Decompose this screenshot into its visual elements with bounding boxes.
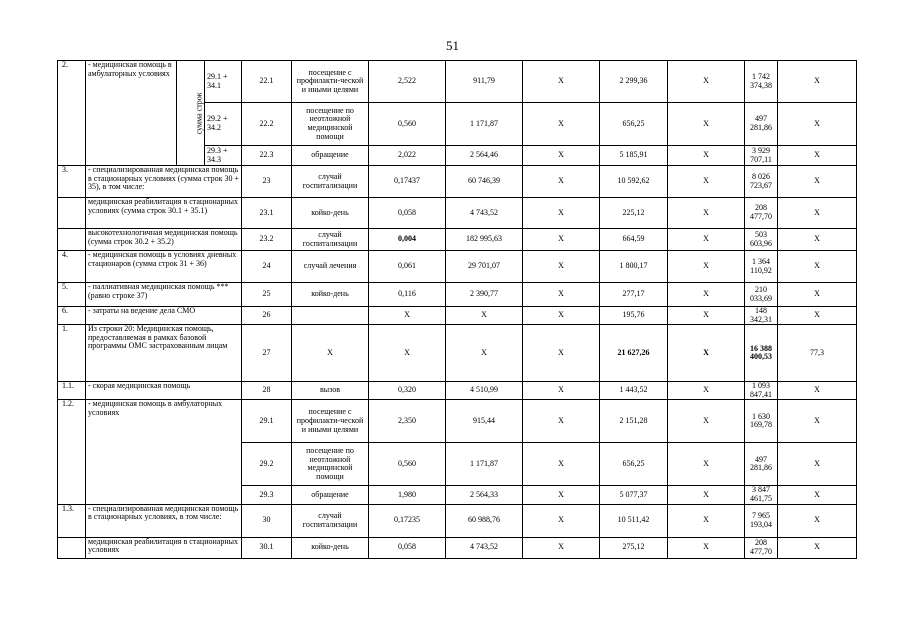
row-code: 29.1 [242,400,292,443]
cell-c6: 8 026 723,67 [745,166,778,198]
cell-c5: X [668,325,745,382]
cell-c6: 497 281,86 [745,103,778,146]
cell-c4: 656,25 [600,443,668,486]
sum-label: сумма строк [194,92,204,134]
row-code: 22.2 [242,103,292,146]
cell-c7: X [778,166,857,198]
row-name: - специализированная медицинская помощь в стационарных условиях (сумма строк 30 + 35), в том числе: [86,166,242,198]
row-name: - затраты на ведение дела СМО [86,307,242,325]
cell-c5: X [668,229,745,251]
row-number: 5. [58,283,86,307]
table-row [58,504,857,537]
cell-c7: X [778,103,857,146]
cell-c6: 1 093 847,41 [745,382,778,400]
table-row [58,537,857,558]
table-row [58,307,857,325]
cell-c7: X [778,443,857,486]
row-unit: случай госпитализации [292,166,369,198]
cell-c7: X [778,307,857,325]
cell-c6: 7 965 193,04 [745,504,778,537]
row-code: 22.3 [242,146,292,166]
row-unit: посещение по неотложной медицинской помощи [292,443,369,486]
row-unit: посещение с профилакти-ческой и иными целями [292,61,369,103]
cell-c2: X [446,307,523,325]
row-unit: случай госпитализации [292,229,369,251]
cell-c3: X [523,382,600,400]
cell-c2: 182 995,63 [446,229,523,251]
cell-c1: X [369,325,446,382]
cell-c7: X [778,146,857,166]
financing-table [57,60,857,559]
cell-c3: X [523,537,600,558]
cell-c5: X [668,61,745,103]
cell-c3: X [523,486,600,504]
cell-c1: 0,560 [369,103,446,146]
cell-c3: X [523,400,600,443]
cell-c2: 2 390,77 [446,283,523,307]
row-code: 28 [242,382,292,400]
cell-c4: 1 443,52 [600,382,668,400]
cell-c7: 77,3 [778,325,857,382]
row-name: Из строки 20: Медицинская помощь, предоставляемая в рамках базовой программы ОМС застрахованным лицам [86,325,242,382]
cell-c6: 1 364 110,92 [745,251,778,283]
cell-c3: X [523,229,600,251]
cell-c1: 0,116 [369,283,446,307]
row-number: 1.2. [58,400,86,504]
cell-c1: 2,522 [369,61,446,103]
cell-c2: 1 171,87 [446,103,523,146]
cell-c3: X [523,307,600,325]
cell-c6: 210 033,69 [745,283,778,307]
sum-label-cell [177,61,205,166]
cell-c2: 2 564,33 [446,486,523,504]
cell-c2: X [446,325,523,382]
cell-c2: 60 746,39 [446,166,523,198]
cell-c2: 4 510,99 [446,382,523,400]
row-number: 3. [58,166,86,198]
cell-c4: 275,12 [600,537,668,558]
row-code: 30 [242,504,292,537]
row-unit: случай госпитализации [292,504,369,537]
row-unit: койко-день [292,283,369,307]
cell-c1: 0,058 [369,537,446,558]
row-code: 27 [242,325,292,382]
cell-c6: 497 281,86 [745,443,778,486]
row-number: 2. [58,61,86,166]
cell-c4: 10 592,62 [600,166,668,198]
row-name: - специализированная медицинская помощь в стационарных условиях, в том числе: [86,504,242,537]
cell-c7: X [778,486,857,504]
row-unit: посещение по неотложной медицинской помощи [292,103,369,146]
row-ref: 29.2 + 34.2 [205,103,242,146]
cell-c7: X [778,198,857,229]
cell-c1: 0,061 [369,251,446,283]
cell-c3: X [523,198,600,229]
cell-c3: X [523,251,600,283]
cell-c2: 29 701,07 [446,251,523,283]
row-unit [292,307,369,325]
cell-c1: 0,004 [369,229,446,251]
cell-c7: X [778,400,857,443]
cell-c6: 208 477,70 [745,537,778,558]
cell-c4: 5 185,91 [600,146,668,166]
cell-c4: 277,17 [600,283,668,307]
cell-c6: 1 742 374,38 [745,61,778,103]
cell-c5: X [668,537,745,558]
cell-c3: X [523,61,600,103]
cell-c4: 664,59 [600,229,668,251]
cell-c5: X [668,486,745,504]
row-unit: обращение [292,146,369,166]
cell-c6: 503 603,96 [745,229,778,251]
table-row [58,166,857,198]
cell-c3: X [523,504,600,537]
cell-c5: X [668,198,745,229]
cell-c1: 0,560 [369,443,446,486]
table-row [58,382,857,400]
cell-c6: 148 342,31 [745,307,778,325]
row-ref: 29.3 + 34.3 [205,146,242,166]
cell-c7: X [778,382,857,400]
cell-c2: 60 988,76 [446,504,523,537]
cell-c7: X [778,61,857,103]
cell-c6: 16 388 400,53 [745,325,778,382]
cell-c5: X [668,283,745,307]
row-code: 29.3 [242,486,292,504]
row-code: 26 [242,307,292,325]
cell-c4: 225,12 [600,198,668,229]
cell-c4: 5 077,37 [600,486,668,504]
cell-c4: 2 151,28 [600,400,668,443]
row-number: 1.1. [58,382,86,400]
row-name: - паллиативная медицинская помощь *** (равно строке 37) [86,283,242,307]
cell-c1: 2,350 [369,400,446,443]
row-number [58,229,86,251]
cell-c4: 2 299,36 [600,61,668,103]
cell-c5: X [668,146,745,166]
cell-c7: X [778,229,857,251]
table-row [58,198,857,229]
row-code: 23.2 [242,229,292,251]
cell-c4: 21 627,26 [600,325,668,382]
row-unit: посещение с профилакти-ческой и иными целями [292,400,369,443]
row-code: 23.1 [242,198,292,229]
cell-c7: X [778,283,857,307]
cell-c2: 1 171,87 [446,443,523,486]
cell-c6: 3 847 461,75 [745,486,778,504]
cell-c6: 1 630 169,78 [745,400,778,443]
row-unit: X [292,325,369,382]
row-number: 6. [58,307,86,325]
row-code: 25 [242,283,292,307]
row-unit: вызов [292,382,369,400]
cell-c5: X [668,103,745,146]
cell-c7: X [778,504,857,537]
row-ref: 29.1 + 34.1 [205,61,242,103]
cell-c3: X [523,443,600,486]
cell-c2: 2 564,46 [446,146,523,166]
cell-c7: X [778,251,857,283]
row-name: - медицинская помощь в амбулаторных условиях [86,61,177,166]
cell-c5: X [668,382,745,400]
row-name: - медицинская помощь в условиях дневных стационаров (сумма строк 31 + 36) [86,251,242,283]
cell-c3: X [523,103,600,146]
row-number [58,198,86,229]
row-unit: случай лечения [292,251,369,283]
cell-c5: X [668,443,745,486]
cell-c5: X [668,504,745,537]
cell-c2: 911,79 [446,61,523,103]
table-row [58,283,857,307]
cell-c1: 1,980 [369,486,446,504]
cell-c7: X [778,537,857,558]
row-number: 1. [58,325,86,382]
cell-c4: 195,76 [600,307,668,325]
row-code: 29.2 [242,443,292,486]
cell-c3: X [523,325,600,382]
row-code: 23 [242,166,292,198]
cell-c4: 1 800,17 [600,251,668,283]
table-row [58,251,857,283]
page-number: 51 [446,38,459,53]
cell-c3: X [523,283,600,307]
table-row [58,400,857,443]
cell-c6: 208 477,70 [745,198,778,229]
row-name: - скорая медицинская помощь [86,382,242,400]
cell-c1: 0,17235 [369,504,446,537]
row-code: 24 [242,251,292,283]
cell-c1: 2,022 [369,146,446,166]
row-number [58,537,86,558]
row-number: 4. [58,251,86,283]
table-row [58,61,857,103]
cell-c1: 0,058 [369,198,446,229]
cell-c5: X [668,307,745,325]
row-unit: койко-день [292,537,369,558]
row-name: высокотехнологичная медицинская помощь (сумма строк 30.2 + 35.2) [86,229,242,251]
row-name: медицинская реабилитация в стационарных условиях [86,537,242,558]
cell-c4: 656,25 [600,103,668,146]
cell-c3: X [523,166,600,198]
cell-c1: 0,320 [369,382,446,400]
cell-c6: 3 929 707,11 [745,146,778,166]
cell-c1: X [369,307,446,325]
cell-c2: 915,44 [446,400,523,443]
cell-c1: 0,17437 [369,166,446,198]
cell-c5: X [668,251,745,283]
row-code: 30.1 [242,537,292,558]
cell-c4: 10 511,42 [600,504,668,537]
table-row [58,229,857,251]
row-unit: обращение [292,486,369,504]
row-number: 1.3. [58,504,86,537]
cell-c2: 4 743,52 [446,537,523,558]
row-name: медицинская реабилитация в стационарных условиях (сумма строк 30.1 + 35.1) [86,198,242,229]
cell-c5: X [668,166,745,198]
table-row [58,325,857,382]
cell-c5: X [668,400,745,443]
cell-c3: X [523,146,600,166]
row-name: - медицинская помощь в амбулаторных условиях [86,400,242,504]
row-unit: койко-день [292,198,369,229]
row-code: 22.1 [242,61,292,103]
cell-c2: 4 743,52 [446,198,523,229]
